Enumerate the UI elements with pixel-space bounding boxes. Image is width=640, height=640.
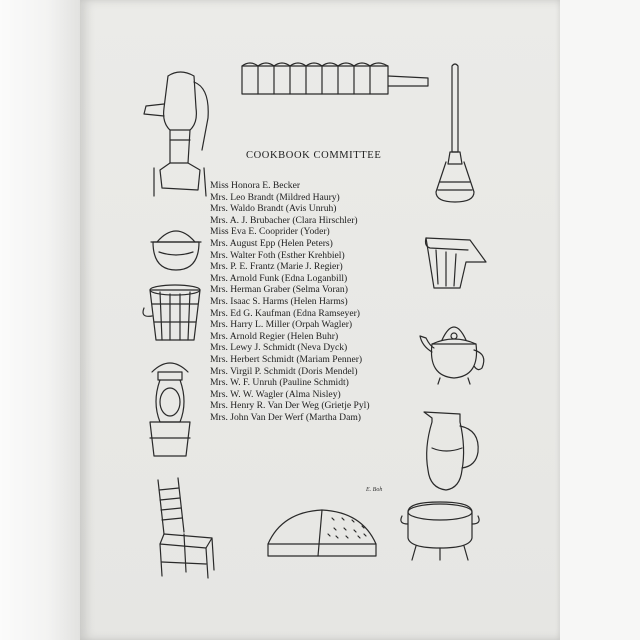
list-item: Mrs. Ed G. Kaufman (Edna Ramseyer) xyxy=(210,307,360,319)
list-item: Miss Eva E. Cooprider (Yoder) xyxy=(210,226,330,238)
list-item: Mrs. Isaac S. Harms (Helen Harms) xyxy=(210,295,348,307)
list-item: Mrs. John Van Der Werf (Martha Dam) xyxy=(210,411,362,423)
list-item: Mrs. W. F. Unruh (Pauline Schmidt) xyxy=(210,377,349,389)
list-item: Mrs. P. E. Frantz (Marie J. Regier) xyxy=(210,261,343,273)
page-background-right xyxy=(560,0,640,640)
teakettle-illustration xyxy=(418,316,490,386)
committee-member-list xyxy=(210,180,370,423)
list-item: Mrs. Harry L. Miller (Orpah Wagler) xyxy=(210,319,353,331)
kettle-pot-illustration xyxy=(145,222,207,274)
list-item: Mrs. Waldo Brandt (Avis Unruh) xyxy=(210,203,337,215)
book-spine xyxy=(0,0,80,640)
grater-illustration xyxy=(262,504,382,562)
list-item: Mrs. Henry R. Van Der Weg (Grietje Pyl) xyxy=(210,400,370,412)
pitcher-illustration xyxy=(420,408,484,494)
wooden-bucket-illustration xyxy=(142,282,208,344)
list-item: Mrs. Leo Brandt (Mildred Haury) xyxy=(210,191,340,203)
list-item: Mrs. W. W. Wagler (Alma Nisley) xyxy=(210,388,341,400)
list-item: Mrs. August Epp (Helen Peters) xyxy=(210,237,333,249)
rolling-pin-illustration xyxy=(238,60,433,100)
list-item: Mrs. A. J. Brubacher (Clara Hirschler) xyxy=(210,214,358,226)
list-item: Mrs. Walter Foth (Esther Krehbiel) xyxy=(210,249,345,261)
butter-churn-illustration xyxy=(428,62,483,207)
list-item: Mrs. Arnold Funk (Edna Loganbill) xyxy=(210,272,348,284)
dutch-oven-illustration xyxy=(400,494,480,562)
list-item: Mrs. Virgil P. Schmidt (Doris Mendel) xyxy=(210,365,358,377)
kerosene-lantern-illustration xyxy=(142,358,198,462)
list-item: Mrs. Arnold Regier (Helen Buhr) xyxy=(210,330,339,342)
ladder-back-chair-illustration xyxy=(150,476,216,580)
list-item: Miss Honora E. Becker xyxy=(210,180,301,191)
list-item: Mrs. Herbert Schmidt (Mariam Penner) xyxy=(210,353,363,365)
committee-title: COOKBOOK COMMITTEE xyxy=(246,150,382,161)
water-pump-illustration xyxy=(140,68,215,198)
artist-signature: E. Boh xyxy=(366,487,383,493)
list-item: Mrs. Herman Graber (Selma Voran) xyxy=(210,284,348,296)
list-item: Mrs. Lewy J. Schmidt (Neva Dyck) xyxy=(210,342,348,354)
coal-scuttle-illustration xyxy=(420,232,490,292)
